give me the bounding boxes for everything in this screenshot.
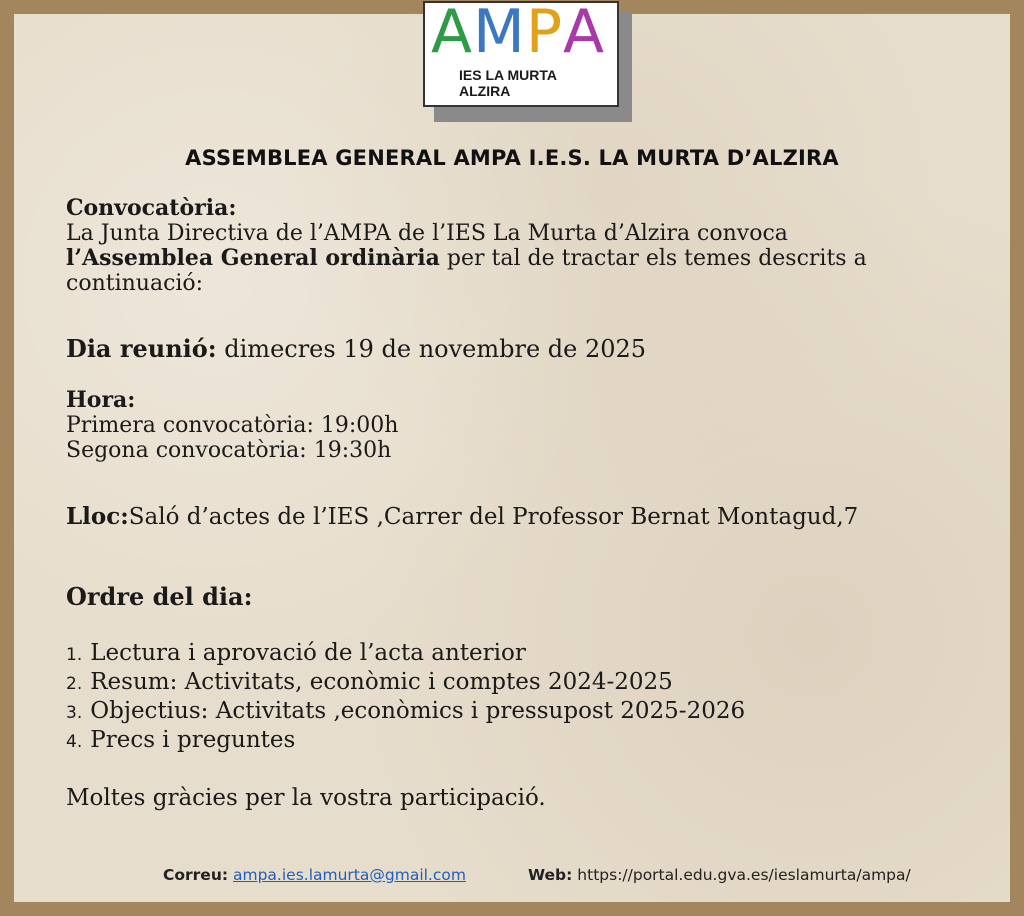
lloc-label: Lloc:: [66, 503, 129, 530]
logo-subtitle: [459, 67, 557, 99]
ordre-item-num: 1.: [66, 645, 83, 665]
ordre-item-text: Lectura i aprovació de l’acta anterior: [90, 640, 526, 666]
email-label: Correu:: [163, 866, 229, 884]
logo-wordmark: [431, 0, 615, 67]
convocatoria-section: [66, 196, 996, 296]
lloc-value: Saló d’actes de l’IES ,Carrer del Professor Bernat Montagud,7: [128, 504, 859, 530]
ordre-item-text: Objectius: Activitats ,econòmics i pressupost 2025-2026: [90, 698, 746, 724]
convocatoria-line1: La Junta Directiva de l’AMPA de l’IES La Murta d’Alzira convoca: [66, 221, 788, 246]
ordre-item: [66, 669, 745, 698]
convocatoria-bold: l’Assemblea General ordinària: [66, 245, 440, 271]
convocatoria-label: Convocatòria:: [66, 195, 237, 221]
web-label: Web:: [528, 866, 573, 884]
ordre-item-num: 2.: [66, 674, 83, 694]
ordre-item: [66, 698, 745, 727]
dia-label: Dia reunió:: [66, 334, 217, 363]
ordre-item: [66, 640, 745, 669]
email-link[interactable]: ampa.ies.lamurta@gmail.com: [233, 866, 466, 884]
footer-web: [528, 866, 911, 884]
ordre-item-num: 3.: [66, 703, 83, 723]
ordre-item-text: Precs i preguntes: [90, 727, 296, 753]
ordre-item-text: Resum: Activitats, econòmic i comptes 2024-2025: [90, 669, 673, 695]
lloc-section: [66, 504, 1006, 530]
thanks-text: Moltes gràcies per la vostra participació.: [66, 785, 546, 811]
hora-primera: Primera convocatòria: 19:00h: [66, 413, 399, 438]
ordre-item-num: 4.: [66, 732, 83, 752]
page-title: ASSEMBLEA GENERAL AMPA I.E.S. LA MURTA D’ALZIRA: [185, 146, 839, 170]
logo-line2: ALZIRA: [459, 83, 511, 99]
web-url[interactable]: https://portal.edu.gva.es/ieslamurta/ampa/: [577, 866, 911, 884]
hora-section: [66, 388, 398, 463]
hora-segona: Segona convocatòria: 19:30h: [66, 438, 392, 463]
footer-email: [163, 866, 466, 884]
logo-letter-p: P: [525, 0, 564, 67]
ordre-item: [66, 727, 745, 756]
convocatoria-line2: [66, 246, 996, 271]
convocatoria-line2-rest: per tal de tractar els temes descrits a: [439, 246, 867, 271]
logo-letter-a1: A: [431, 0, 474, 67]
ordre-list-container: [66, 640, 745, 756]
dia-section: [66, 336, 646, 362]
ordre-list: [66, 640, 745, 756]
ordre-label: Ordre del dia:: [66, 582, 253, 611]
logo-line1: IES LA MURTA: [459, 67, 557, 83]
dia-value: dimecres 19 de novembre de 2025: [216, 335, 647, 363]
ampa-logo: [423, 1, 619, 107]
logo-letter-m: M: [473, 0, 526, 67]
convocatoria-line3: continuació:: [66, 271, 204, 296]
logo-letter-a2: A: [563, 0, 606, 67]
hora-label: Hora:: [66, 387, 136, 413]
